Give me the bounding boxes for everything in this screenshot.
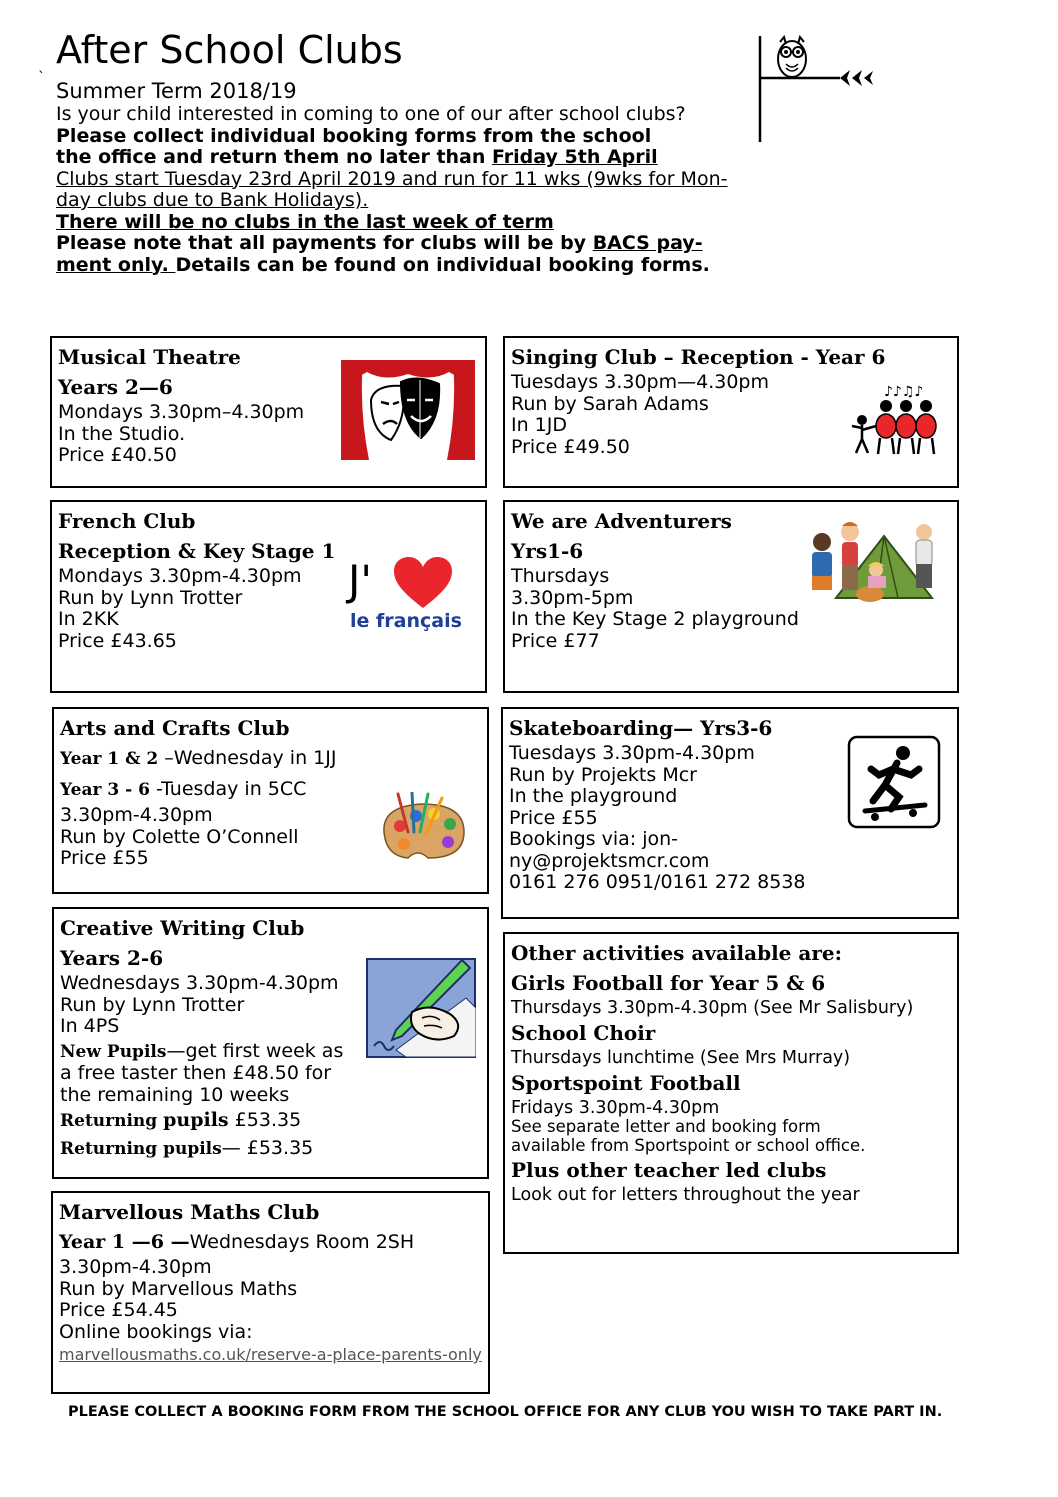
term-subtitle: Summer Term 2018/19	[56, 79, 297, 103]
deadline-date: Friday 5th April	[492, 146, 658, 168]
activity-detail: Fridays 3.30pm-4.30pm	[511, 1098, 720, 1118]
activity-name: Girls Football for Year 5 & 6	[511, 971, 826, 995]
club-detail: Price £77	[511, 629, 600, 652]
club-detail: Online bookings via:	[59, 1320, 253, 1343]
activity-name: Plus other teacher led clubs	[511, 1158, 827, 1182]
club-price: Returning pupils £53.35	[60, 1109, 302, 1131]
intro-section	[56, 78, 756, 276]
club-detail: a free taster then £48.50 for	[60, 1062, 332, 1084]
owl-icon	[756, 34, 876, 144]
club-name: Arts and Crafts Club	[60, 716, 290, 740]
club-detail: In 1JD	[511, 414, 568, 436]
francais-logo-text: le français	[350, 610, 462, 632]
club-detail: Run by Marvellous Maths	[59, 1277, 298, 1300]
skateboarder-icon	[847, 735, 941, 829]
activity-detail: Thursdays 3.30pm-4.30pm (See Mr Salisbury)	[511, 998, 914, 1018]
club-detail: ny@projektsmcr.com	[509, 849, 710, 872]
intro-line: Please note that all payments for clubs will be by BACS pay-	[56, 232, 703, 254]
club-detail: Run by Projekts Mcr	[509, 763, 697, 786]
club-years: Years 2-6	[60, 946, 164, 970]
club-detail: In the Key Stage 2 playground	[511, 608, 799, 630]
stray-mark: `	[38, 70, 45, 86]
club-detail: 3.30pm-4.30pm	[59, 1256, 212, 1278]
club-name: Singing Club – Reception - Year 6	[511, 345, 886, 369]
singing-figures-icon	[848, 382, 940, 460]
club-detail: Price £40.50	[58, 444, 177, 466]
club-detail: Mondays 3.30pm-4.30pm	[58, 565, 302, 587]
club-detail: In the Studio.	[58, 422, 186, 445]
paint-palette-icon	[378, 792, 468, 864]
club-detail: Wednesdays 3.30pm-4.30pm	[60, 972, 339, 994]
club-name: Marvellous Maths Club	[59, 1200, 320, 1224]
club-name: Musical Theatre	[58, 345, 241, 369]
francais-logo	[346, 556, 462, 636]
club-detail: Price £54.45	[59, 1299, 178, 1321]
club-detail: Run by Sarah Adams	[511, 392, 709, 415]
booking-link[interactable]: marvellousmaths.co.uk/reserve-a-place-parents-only	[59, 1345, 482, 1364]
club-name: French Club	[58, 509, 196, 533]
other-heading: Other activities available are:	[511, 941, 842, 965]
club-detail: Run by Lynn Trotter	[60, 993, 245, 1016]
club-detail: In 4PS	[60, 1015, 120, 1037]
club-detail: Thursdays	[511, 565, 610, 587]
intro-line: Please collect individual booking forms from the school	[56, 124, 652, 147]
activity-detail: available from Sportspoint or school office.	[511, 1135, 866, 1155]
club-name: Skateboarding— Yrs3-6	[509, 716, 773, 740]
club-name: We are Adventurers	[511, 509, 732, 533]
activity-detail: Thursdays lunchtime (See Mrs Murray)	[511, 1048, 851, 1068]
francais-logo-j: J'	[348, 556, 372, 605]
club-detail: In the playground	[509, 785, 678, 807]
club-years: Reception & Key Stage 1	[58, 539, 336, 563]
club-detail: Tuesdays 3.30pm-4.30pm	[509, 742, 755, 764]
intro-line: ment only. Details can be found on individual booking forms.	[56, 253, 710, 276]
club-years: Year 3 - 6 -Tuesday in 5CC	[60, 778, 307, 800]
page-title: After School Clubs	[56, 28, 403, 72]
club-price: Returning pupils— £53.35	[60, 1137, 314, 1159]
intro-line: Is your child interested in coming to one of our after school clubs?	[56, 103, 686, 125]
heart-icon	[392, 556, 454, 610]
club-detail: Price £55	[509, 806, 598, 829]
club-detail: 0161 276 0951/0161 272 8538	[509, 871, 806, 893]
club-detail: New Pupils—get first week as	[60, 1039, 344, 1062]
intro-line: Clubs start Tuesday 23rd April 2019 and run for 11 wks (9wks for Mon-	[56, 167, 728, 190]
theatre-masks-icon	[341, 360, 475, 460]
club-detail: the remaining 10 weeks	[60, 1083, 290, 1106]
club-card-maths	[51, 1191, 490, 1394]
club-detail: Price £49.50	[511, 435, 630, 458]
club-detail: Tuesdays 3.30pm—4.30pm	[511, 371, 769, 393]
club-detail: Price £55	[60, 847, 149, 869]
activity-detail: See separate letter and booking form	[511, 1117, 821, 1136]
intro-line: day clubs due to Bank Holidays).	[56, 189, 369, 211]
club-detail: In 2KK	[58, 608, 119, 630]
camping-kids-icon	[806, 518, 936, 604]
club-name: Creative Writing Club	[60, 916, 305, 940]
club-years: Year 1 —6 —Wednesdays Room 2SH	[59, 1231, 415, 1253]
club-detail: Price £43.65	[58, 629, 177, 652]
club-detail: Mondays 3.30pm–4.30pm	[58, 401, 305, 423]
activity-name: Sportspoint Football	[511, 1071, 741, 1095]
club-detail: Run by Colette O’Connell	[60, 825, 299, 848]
intro-line: There will be no clubs in the last week of term	[56, 210, 554, 233]
svg-text:♪♪♫♪: ♪♪♫♪	[884, 384, 924, 400]
activity-name: School Choir	[511, 1021, 656, 1045]
writing-hand-icon	[366, 958, 476, 1058]
club-years: Years 2—6	[58, 375, 173, 399]
club-detail: 3.30pm-4.30pm	[60, 804, 213, 826]
club-detail: Run by Lynn Trotter	[58, 586, 243, 609]
other-activities-card	[503, 932, 959, 1254]
club-detail: Bookings via: jon-	[509, 828, 679, 850]
club-years: Yrs1-6	[511, 539, 584, 563]
activity-detail: Look out for letters throughout the year	[511, 1185, 860, 1205]
club-detail: 3.30pm-5pm	[511, 586, 634, 609]
footer-note: PLEASE COLLECT A BOOKING FORM FROM THE SCHOOL OFFICE FOR ANY CLUB YOU WISH TO TAKE PART IN.	[68, 1404, 943, 1420]
club-years: Year 1 & 2 –Wednesday in 1JJ	[60, 747, 337, 769]
intro-line: the office and return them no later than Friday 5th April	[56, 146, 658, 168]
